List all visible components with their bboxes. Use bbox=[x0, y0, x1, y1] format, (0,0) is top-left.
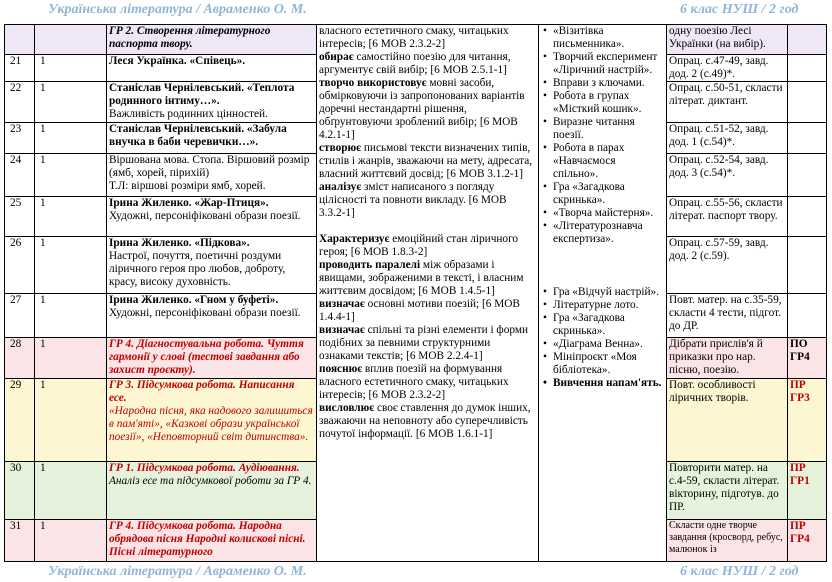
homework: Повт. матер. на с.35-59, скласти 4 тести, підгот. до ДР. bbox=[669, 294, 782, 332]
lesson-hours: 1 bbox=[40, 237, 46, 249]
outcome-item bbox=[319, 142, 535, 181]
homework: Опрац. с.52-54, завд. дод. 3 (с.54)*. bbox=[669, 154, 769, 179]
homework: Опрац. с.51-52, завд. дод. 1 (с.54)*. bbox=[669, 123, 769, 148]
topic-title: Станіслав Чернілевський. «Забула внучка в баби черевички…». bbox=[109, 123, 287, 148]
grid-line bbox=[4, 378, 317, 379]
outcome-verb: визначає bbox=[319, 324, 365, 336]
outcome-verb: обирає bbox=[319, 51, 354, 63]
assessment-tag bbox=[787, 293, 826, 337]
lesson-topic bbox=[106, 81, 316, 122]
lesson-number: 27 bbox=[10, 294, 22, 306]
outcome-text: мовні засоби, обмірковуючи із запропонованих варіантів доречні нестандартні рішення, обґрунтовуючи зроблений вибір; [6 МОВ 4.2.1-1] bbox=[319, 77, 525, 141]
page-footer bbox=[0, 562, 832, 582]
grid-line bbox=[666, 54, 827, 55]
outcome-verb: створює bbox=[319, 142, 362, 154]
grid-line bbox=[538, 24, 539, 561]
lesson-number: 25 bbox=[10, 197, 22, 209]
lesson-topic bbox=[106, 122, 316, 153]
activity-item: • Гра «Загадкова скринька». bbox=[553, 181, 663, 207]
topic-description: Аналіз есе та підсумкової роботи за ГР 4. bbox=[109, 475, 312, 487]
outcome-item bbox=[319, 324, 535, 363]
outcome-text: зміст написаного з погляду цілісності та повноти викладу. [6 МОВ 3.3.2-1] bbox=[319, 181, 507, 219]
outcome-item bbox=[319, 233, 535, 259]
grid-line bbox=[666, 461, 827, 462]
outcome-verb: проводить паралелі bbox=[319, 259, 421, 271]
grid-line bbox=[4, 519, 317, 520]
assessment-tag bbox=[787, 81, 826, 122]
lesson-topic bbox=[106, 196, 316, 236]
activity-item: • Вправи з ключами. bbox=[553, 77, 663, 90]
outcome-item bbox=[319, 77, 535, 142]
lesson-hours: 1 bbox=[40, 338, 46, 350]
grid-line bbox=[4, 196, 317, 197]
header-right: 6 клас НУШ / 2 год bbox=[680, 2, 799, 17]
topic-description: Художні, персоніфіковані образи поезії. bbox=[109, 307, 301, 319]
activity-item: • «Творча майстерня». bbox=[553, 207, 663, 220]
assessment-tag bbox=[787, 54, 826, 81]
lesson-hours: 1 bbox=[40, 82, 46, 94]
lesson-topic bbox=[106, 153, 316, 196]
activities-list bbox=[541, 286, 663, 390]
activity-item: • Робота в парах «Навчаємося спільно». bbox=[553, 142, 663, 181]
homework: Опрац. с.55-56, скласти літерат. паспорт твору. bbox=[669, 197, 783, 222]
lesson-hours: 1 bbox=[40, 123, 46, 135]
lesson-topic bbox=[106, 54, 316, 81]
homework: Повт. особливості ліричних творів. bbox=[669, 379, 756, 404]
assessment-tag bbox=[787, 153, 826, 196]
activities bbox=[538, 24, 666, 561]
assessment-tag bbox=[787, 122, 826, 153]
assessment-tag: ПР ГР3 bbox=[790, 379, 810, 404]
lesson-topic bbox=[106, 378, 316, 461]
outcome-verb: аналізує bbox=[319, 181, 362, 193]
topic-title: Леся Українка. «Співець». bbox=[109, 55, 246, 67]
homework: Опрац. с.57-59, завд. дод. 2 (с.59). bbox=[669, 237, 769, 262]
lesson-number: 24 bbox=[10, 154, 22, 166]
activity-item: • «Візитівка письменника». bbox=[553, 25, 663, 51]
outcome-text: вплив поезій на формування власного естетичного смаку, читацьких інтересів; [6 МОВ 2.3.2-2] bbox=[319, 363, 509, 401]
lesson-number: 31 bbox=[10, 520, 22, 532]
grid-line bbox=[4, 54, 317, 55]
topic-title: Станіслав Чернілевський. «Теплота родинного інтиму…». bbox=[109, 82, 295, 107]
outcome-text: спільні та різні елементи і форми подібних за певними структурними ознаками текстів; [6 МОВ 2.2.4-1] bbox=[319, 324, 529, 362]
learning-outcomes bbox=[316, 24, 538, 561]
activity-item: • «Діаграма Венна». bbox=[553, 338, 663, 351]
outcome-text: між образами і явищами, зображеними в тексті, і власним життєвим досвідом; [6 МОВ 1.4.5-1] bbox=[319, 259, 524, 297]
footer-left: Українська література / Авраменко О. М. bbox=[48, 564, 307, 579]
outcome-text: письмові тексти визначених типів, стилів і жанрів, зважаючи на мету, адресата, власний життєвий досвід; [6 МОВ 3.1.2-1] bbox=[319, 142, 533, 180]
lesson-number: 26 bbox=[10, 237, 22, 249]
grid-line bbox=[4, 236, 317, 237]
lesson-hours: 1 bbox=[40, 197, 46, 209]
homework: Опрац. с.47-49, завд. дод. 2 (с.49)*. bbox=[669, 55, 769, 80]
grid-line bbox=[4, 153, 317, 154]
outcome-verb: творчо використовує bbox=[319, 77, 427, 89]
grid-line bbox=[4, 293, 317, 294]
lesson-hours: 1 bbox=[40, 294, 46, 306]
outcome-item bbox=[319, 181, 535, 220]
lesson-topic bbox=[106, 461, 316, 519]
header-left: Українська література / Авраменко О. М. bbox=[48, 2, 307, 17]
topic-title: Ірина Жиленко. «Гном у буфеті». bbox=[109, 294, 279, 306]
grid-line bbox=[4, 337, 317, 338]
outcome-item bbox=[319, 25, 535, 51]
lesson-number bbox=[4, 24, 34, 54]
topic-title: Ірина Жиленко. «Підкова». bbox=[109, 237, 250, 249]
lesson-hours: 1 bbox=[40, 154, 46, 166]
outcome-text: емоційний стан ліричного героя; [6 МОВ 1.8.3-2] bbox=[319, 233, 519, 258]
activity-item: • Творчий експеримент «Ліричний настрій». bbox=[553, 51, 663, 77]
grid-line bbox=[666, 81, 827, 82]
activity-item: • Виразне читання поезії. bbox=[553, 116, 663, 142]
outcome-verb: висловлює bbox=[319, 402, 375, 414]
activity-item: • Мініпроєкт «Моя бібліотека». bbox=[553, 351, 663, 377]
topic-note: «Народна пісня, яка надового залишиться в пам'яті», «Казкові образи української поезії», «Неповторний світ дитинства». bbox=[109, 405, 313, 443]
lesson-topic bbox=[106, 337, 316, 378]
activity-item: • Літературне лото. bbox=[553, 299, 663, 312]
outcome-verb: визначає bbox=[319, 298, 365, 310]
outcome-text: основні мотиви поезій; [6 МОВ 1.4.4-1] bbox=[319, 298, 520, 323]
topic-description: Важливість родинних цінностей. bbox=[109, 108, 268, 120]
assessment-tag bbox=[787, 24, 826, 54]
lesson-number: 22 bbox=[10, 82, 22, 94]
assessment-tag: ПР ГР4 bbox=[790, 520, 810, 545]
homework: Повторити матер. на с.4-59, скласти літерат. вікторину, підготув. до ПР. bbox=[669, 462, 780, 513]
activity-item: • Вивчення напам'ять. bbox=[553, 377, 663, 390]
lesson-number: 29 bbox=[10, 379, 22, 391]
outcome-verb: пояснює bbox=[319, 363, 363, 375]
grid-line bbox=[666, 122, 827, 123]
topic-title: ГР 4. Діагностувальна робота. Чуття гармонії у слові (тестові завдання або захист проєкту). bbox=[109, 338, 304, 376]
assessment-tag: ПР ГР1 bbox=[790, 462, 810, 487]
grid-line bbox=[666, 196, 827, 197]
outcome-item bbox=[319, 363, 535, 402]
activity-item: • Гра «Загадкова скринька». bbox=[553, 312, 663, 338]
homework: Дібрати прислів'я й приказки про нар. пісню, поезію. bbox=[669, 338, 763, 376]
grid-line bbox=[666, 153, 827, 154]
lesson-topic bbox=[106, 519, 316, 561]
grid-line bbox=[4, 24, 827, 25]
assessment-tag: ПО ГР4 bbox=[790, 338, 810, 363]
lesson-hours: 1 bbox=[40, 379, 46, 391]
topic-theory: Т.Л: віршові розміри ямб, хорей. bbox=[109, 180, 266, 192]
activity-item: • Гра «Відчуй настрій». bbox=[553, 286, 663, 299]
homework: Скласти одне творче завдання (кросворд, ребус, малюнок із bbox=[669, 520, 783, 555]
lesson-hours: 1 bbox=[40, 55, 46, 67]
homework: Опрац. с.50-51, скласти літерат. диктант. bbox=[669, 82, 783, 107]
outcome-text: самостійно поезію для читання, аргументує свій вибір; [6 МОВ 2.5.1-1] bbox=[319, 51, 511, 76]
homework: одну поезію Лесі Українки (на вибір). bbox=[669, 25, 766, 50]
outcome-item bbox=[319, 51, 535, 77]
lesson-hours: 1 bbox=[40, 520, 46, 532]
lesson-topic bbox=[106, 24, 316, 54]
grid-line bbox=[4, 81, 317, 82]
assessment-tag bbox=[787, 196, 826, 236]
lesson-topic bbox=[106, 293, 316, 337]
lesson-number: 28 bbox=[10, 338, 22, 350]
outcome-verb: Характеризує bbox=[319, 233, 390, 245]
topic-description: Віршована мова. Стопа. Віршовий розмір (ямб, хорей, пірихій) bbox=[109, 154, 310, 179]
grid-line bbox=[4, 461, 317, 462]
activity-item: • Робота в групах «Місткий кошик». bbox=[553, 90, 663, 116]
topic-description: Настрої, почуття, поетичні роздуми ліричного героя про любов, доброту, красу, високу духовність. bbox=[109, 250, 286, 288]
topic-title: Ірина Жиленко. «Жар-Птиця». bbox=[109, 197, 269, 209]
grid-line bbox=[666, 519, 827, 520]
lesson-hours bbox=[34, 24, 106, 54]
grid-line bbox=[666, 337, 827, 338]
grid-line bbox=[4, 122, 317, 123]
outcome-text: власного естетичного смаку, читацьких інтересів; [6 МОВ 2.3.2-2] bbox=[319, 25, 509, 50]
lesson-hours: 1 bbox=[40, 462, 46, 474]
grid-line bbox=[666, 293, 827, 294]
topic-title: ГР 2. Створення літературного паспорта твору. bbox=[109, 25, 271, 50]
activities-list bbox=[541, 25, 663, 246]
outcome-text: своє ставлення до думок інших, зважаючи на неповноту або суперечливість почутої інформації. [6 МОВ 1.6.1-1] bbox=[319, 402, 531, 440]
topic-title: ГР 3. Підсумкова робота. Написання есе. bbox=[109, 379, 295, 404]
page-header bbox=[0, 0, 832, 20]
lesson-number: 21 bbox=[10, 55, 22, 67]
lesson-number: 23 bbox=[10, 123, 22, 135]
lesson-topic bbox=[106, 236, 316, 293]
outcome-item bbox=[319, 259, 535, 298]
grid-line bbox=[666, 378, 827, 379]
outcome-item bbox=[319, 298, 535, 324]
outcome-item bbox=[319, 402, 535, 441]
lesson-number: 30 bbox=[10, 462, 22, 474]
topic-title: ГР 1. Підсумкова робота. Аудіювання. bbox=[109, 462, 300, 474]
topic-title: ГР 4. Підсумкова робота. Народна обрядова пісня Народні колискові пісні. Пісні літературного bbox=[109, 520, 306, 558]
assessment-tag bbox=[787, 236, 826, 293]
footer-right: 6 клас НУШ / 2 год bbox=[680, 564, 799, 579]
grid-line bbox=[666, 236, 827, 237]
activity-item: • «Літературознавча експертиза». bbox=[553, 220, 663, 246]
topic-description: Художні, персоніфіковані образи поезії. bbox=[109, 210, 301, 222]
